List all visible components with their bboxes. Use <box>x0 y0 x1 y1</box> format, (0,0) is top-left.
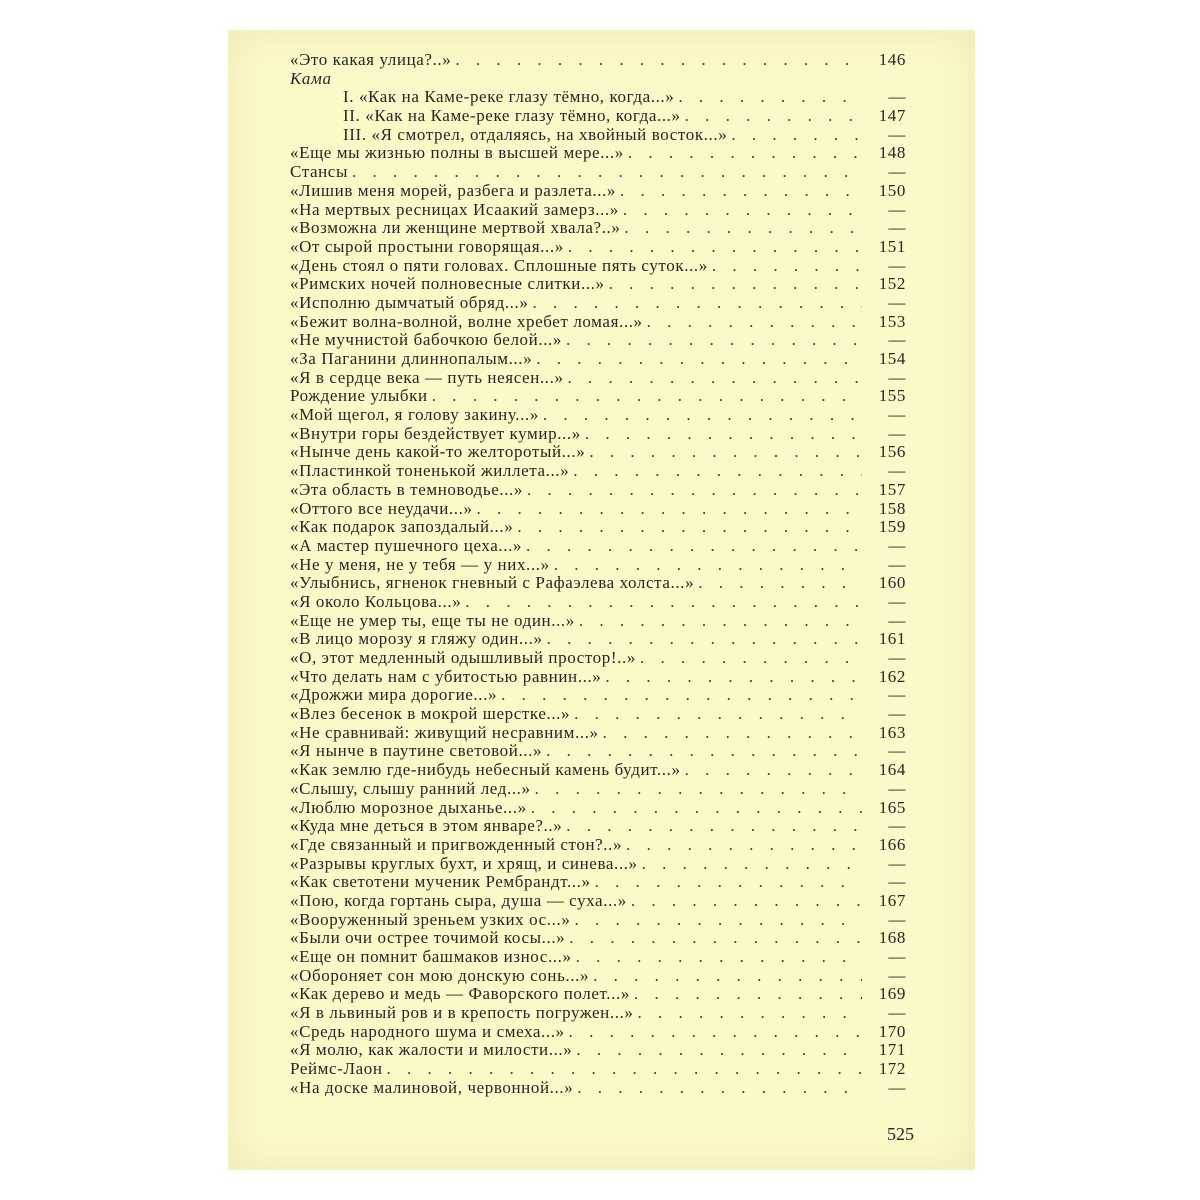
toc-entry-page: — <box>888 124 906 144</box>
toc-entry-title: «Влез бесенок в мокрой шерстке...» <box>290 704 571 724</box>
toc-entry <box>290 836 906 855</box>
dot-leader <box>634 985 862 1004</box>
toc-entry-title: I. «Как на Каме-реке глазу тёмно, когда...» <box>343 87 675 107</box>
toc-entry-title: «Я в сердце века — путь неясен...» <box>290 367 564 387</box>
toc-entry-title: «А мастер пушечного цеха...» <box>290 535 523 555</box>
toc-entry <box>290 126 906 145</box>
toc-entry-page: — <box>888 778 906 798</box>
toc-entry <box>290 462 906 481</box>
dot-leader <box>554 556 862 575</box>
toc-entry-title: «Не сравнивай: живущий несравним...» <box>290 722 599 742</box>
toc-entry-title: «Эта область в темноводье...» <box>290 479 524 499</box>
toc-entry-page: — <box>888 965 906 985</box>
toc-entry <box>290 537 906 556</box>
toc-entry-page: 160 <box>878 573 906 593</box>
dot-leader <box>573 462 862 481</box>
toc-entry-title: «В лицо морозу я гляжу один...» <box>290 629 543 649</box>
toc-entry <box>290 1079 906 1098</box>
toc-entry <box>290 761 906 780</box>
toc-entry <box>290 593 906 612</box>
dot-leader <box>605 668 862 687</box>
dot-leader <box>642 855 862 874</box>
toc-entry-page: 162 <box>878 666 906 686</box>
toc-entry <box>290 313 906 332</box>
toc-entry-page: — <box>888 741 906 761</box>
dot-leader <box>576 1041 862 1060</box>
toc-entry-title: «Я нынче в паутине световой...» <box>290 741 543 761</box>
toc-entry-page: 150 <box>878 180 906 200</box>
dot-leader <box>698 574 862 593</box>
toc-entry-page: — <box>888 610 906 630</box>
toc-entry-page: 146 <box>878 50 906 69</box>
toc-entry-page: 168 <box>878 928 906 948</box>
toc-entry-title: II. «Как на Каме-реке глазу тёмно, когда...» <box>343 106 681 126</box>
toc-entry-page: 159 <box>878 517 906 537</box>
toc-entry <box>290 257 906 276</box>
toc-entry-title: «Я молю, как жалости и милости...» <box>290 1040 573 1060</box>
toc-entry <box>290 929 906 948</box>
toc-entry-title: «Бежит волна-волной, волне хребет ломая...» <box>290 311 643 331</box>
toc-entry-page: 154 <box>878 349 906 368</box>
dot-leader <box>631 892 862 911</box>
toc-entry-page: — <box>888 816 906 836</box>
toc-entry <box>290 219 906 238</box>
toc-entry <box>290 144 906 163</box>
toc-entry-title: Стансы <box>290 162 348 182</box>
toc-entry <box>290 967 906 986</box>
toc-entry-page: — <box>888 87 906 107</box>
dot-leader <box>579 612 862 631</box>
dot-leader <box>536 350 862 369</box>
toc-entry-page: 156 <box>878 442 906 462</box>
dot-leader <box>568 369 862 388</box>
dot-leader <box>566 817 862 836</box>
toc-entry <box>290 892 906 911</box>
dot-leader <box>465 593 862 612</box>
toc-entry <box>290 70 906 89</box>
toc-entry <box>290 556 906 575</box>
toc-entry <box>290 817 906 836</box>
toc-entry <box>290 294 906 313</box>
toc-entry <box>290 369 906 388</box>
toc-entry-page: — <box>888 704 906 724</box>
page-number: 525 <box>887 1124 914 1144</box>
toc-entry-title: «Я в львиный ров и в крепость погружен...» <box>290 1003 634 1023</box>
dot-leader <box>526 537 862 556</box>
dot-leader <box>517 518 862 537</box>
dot-leader <box>531 799 862 818</box>
dot-leader <box>566 331 862 350</box>
toc-entry <box>290 855 906 874</box>
toc-entry-title: «Разрывы круглых бухт, и хрящ, и синева...» <box>290 853 638 873</box>
toc-entry-page: 161 <box>878 629 906 649</box>
dot-leader <box>593 967 862 986</box>
toc-entry-page: — <box>888 405 906 425</box>
toc-entry-title: Реймс-Лаон <box>290 1059 383 1079</box>
table-of-contents <box>290 51 906 1098</box>
toc-entry-title: «Были очи острее точимой косы...» <box>290 928 566 948</box>
toc-entry-title: «Исполню дымчатый обряд...» <box>290 292 529 312</box>
toc-entry-title: «Не у меня, не у тебя — у них...» <box>290 554 550 574</box>
toc-entry-page: 165 <box>878 797 906 817</box>
toc-entry-page: 152 <box>878 274 906 294</box>
toc-entry-title: «Возможна ли женщине мертвой хвала?..» <box>290 218 621 238</box>
dot-leader <box>647 313 862 332</box>
toc-entry-title: «Куда мне деться в этом январе?..» <box>290 816 563 836</box>
dot-leader <box>543 406 862 425</box>
dot-leader <box>569 929 862 948</box>
toc-entry <box>290 911 906 930</box>
dot-leader <box>501 686 862 705</box>
toc-entry <box>290 238 906 257</box>
toc-entry-page: — <box>888 218 906 238</box>
toc-entry <box>290 500 906 519</box>
dot-leader <box>532 294 862 313</box>
toc-entry <box>290 387 906 406</box>
toc-entry-page: — <box>888 648 906 667</box>
toc-entry-title: «Улыбнись, ягненок гневный с Рафаэлева холста...» <box>290 573 695 593</box>
toc-entry-title: «Не мучнистой бабочкою белой...» <box>290 330 562 350</box>
dot-leader <box>603 724 862 743</box>
toc-entry <box>290 406 906 425</box>
toc-entry-title: «Оттого все неудачи...» <box>290 498 473 518</box>
dot-leader <box>609 275 862 294</box>
dot-leader <box>628 144 862 163</box>
dot-leader <box>678 88 862 107</box>
dot-leader <box>535 780 862 799</box>
toc-entry-title: «Нынче день какой-то желторотый...» <box>290 442 586 462</box>
toc-entry-title: «Еще мы жизнью полны в высшей мере...» <box>290 143 624 163</box>
toc-entry-page: — <box>888 909 906 929</box>
toc-entry-page: 147 <box>878 106 906 126</box>
toc-entry-page: 167 <box>878 890 906 910</box>
toc-entry-title: «Люблю морозное дыханье...» <box>290 797 527 817</box>
toc-entry-title: «От сырой простыни говорящая...» <box>290 236 564 256</box>
toc-entry-title: «Где связанный и пригвожденный стон?..» <box>290 834 623 854</box>
toc-entry-title: III. «Я смотрел, отдаляясь, на хвойный восток...» <box>343 124 728 144</box>
dot-leader <box>640 649 862 668</box>
toc-entry-page: 158 <box>878 498 906 518</box>
toc-entry-page: 157 <box>878 479 906 499</box>
toc-entry <box>290 481 906 500</box>
toc-entry-title: «День стоял о пяти головах. Сплошные пять суток...» <box>290 255 708 275</box>
toc-entry-page: 155 <box>878 386 906 406</box>
toc-entry-page: — <box>888 872 906 892</box>
toc-entry <box>290 331 906 350</box>
toc-entry-title: «Римских ночей полновесные слитки...» <box>290 274 605 294</box>
toc-entry <box>290 1060 906 1079</box>
book-page <box>228 30 975 1170</box>
toc-entry-title: «Обороняет сон мою донскую сонь...» <box>290 965 590 985</box>
toc-entry <box>290 780 906 799</box>
toc-entry <box>290 88 906 107</box>
toc-entry-title: Рождение улыбки <box>290 386 428 406</box>
toc-entry <box>290 1023 906 1042</box>
toc-entry-title: «Средь народного шума и смеха...» <box>290 1021 565 1041</box>
toc-entry-page: — <box>888 199 906 219</box>
dot-leader <box>626 836 862 855</box>
dot-leader <box>638 1004 862 1023</box>
dot-leader <box>589 443 862 462</box>
toc-entry <box>290 705 906 724</box>
toc-entry-title: «О, этот медленный одышливый простор!..» <box>290 648 636 667</box>
dot-leader <box>625 219 862 238</box>
toc-entry <box>290 51 906 70</box>
dot-leader <box>574 705 862 724</box>
toc-entry-page: — <box>888 255 906 275</box>
toc-entry-title: «Мой щегол, я голову закину...» <box>290 405 539 425</box>
dot-leader <box>685 761 862 780</box>
toc-entry-page: — <box>888 947 906 966</box>
toc-entry-title: «Внутри горы бездействует кумир...» <box>290 423 581 443</box>
toc-entry-title: «Это какая улица?..» <box>290 50 452 69</box>
toc-entry <box>290 985 906 1004</box>
toc-entry-title: «Слышу, слышу ранний лед...» <box>290 778 531 798</box>
toc-entry-page: 153 <box>878 311 906 331</box>
dot-leader <box>712 257 862 276</box>
toc-entry-title: «Пластинкой тоненькой жиллета...» <box>290 461 570 481</box>
toc-entry-page: — <box>888 853 906 873</box>
toc-entry-title: «Дрожжи мира дорогие...» <box>290 685 498 705</box>
dot-leader <box>568 238 862 257</box>
toc-entry <box>290 1041 906 1060</box>
toc-entry-page: 166 <box>878 834 906 854</box>
toc-entry <box>290 518 906 537</box>
toc-entry-title: «На мертвых ресницах Исаакий замерз...» <box>290 199 619 219</box>
toc-entry <box>290 668 906 687</box>
dot-leader <box>685 107 862 126</box>
toc-entry-page: — <box>888 554 906 574</box>
toc-entry-page: — <box>888 461 906 481</box>
toc-entry-page: — <box>888 423 906 443</box>
toc-entry-page: 170 <box>878 1021 906 1041</box>
toc-entry <box>290 724 906 743</box>
toc-entry-page: — <box>888 292 906 312</box>
toc-entry-title: «Я около Кольцова...» <box>290 591 462 611</box>
toc-entry-page: — <box>888 591 906 611</box>
toc-entry <box>290 612 906 631</box>
toc-entry-page: — <box>888 162 906 182</box>
toc-entry-page: 151 <box>878 236 906 256</box>
dot-leader <box>577 1079 862 1098</box>
dot-leader <box>585 425 862 444</box>
toc-entry <box>290 799 906 818</box>
dot-leader <box>620 182 862 201</box>
toc-entry <box>290 1004 906 1023</box>
toc-entry-page: — <box>888 685 906 705</box>
toc-entry-page: — <box>888 535 906 555</box>
toc-entry <box>290 443 906 462</box>
toc-entry <box>290 873 906 892</box>
toc-entry-page: 148 <box>878 143 906 163</box>
toc-entry <box>290 425 906 444</box>
dot-leader <box>455 51 862 70</box>
toc-entry <box>290 948 906 967</box>
dot-leader <box>527 481 862 500</box>
toc-entry-page: — <box>888 367 906 387</box>
toc-entry <box>290 275 906 294</box>
toc-entry-title: «На доске малиновой, червонной...» <box>290 1077 574 1097</box>
toc-entry-page: — <box>888 330 906 350</box>
dot-leader <box>574 911 862 930</box>
toc-entry <box>290 201 906 220</box>
toc-entry-title: «Как подарок запоздалый...» <box>290 517 514 537</box>
dot-leader <box>352 163 862 182</box>
dot-leader <box>387 1060 862 1079</box>
toc-entry <box>290 350 906 369</box>
toc-entry <box>290 107 906 126</box>
toc-entry <box>290 686 906 705</box>
toc-entry-title: «Как землю где-нибудь небесный камень будит...» <box>290 760 681 780</box>
toc-entry-title: «За Паганини длиннопалым...» <box>290 349 533 368</box>
toc-entry-page: 163 <box>878 722 906 742</box>
dot-leader <box>576 948 862 967</box>
dot-leader <box>569 1023 862 1042</box>
toc-entry-page: 171 <box>878 1040 906 1060</box>
dot-leader <box>546 742 862 761</box>
dot-leader <box>547 630 862 649</box>
toc-entry-title: «Еще он помнит башмаков износ...» <box>290 947 572 966</box>
toc-entry-title: «Что делать нам с убитостью равнин...» <box>290 666 602 686</box>
toc-entry-page: 164 <box>878 760 906 780</box>
dot-leader <box>731 126 862 145</box>
dot-leader <box>595 873 862 892</box>
dot-leader <box>432 387 862 406</box>
toc-entry <box>290 574 906 593</box>
toc-entry <box>290 163 906 182</box>
toc-entry-title: «Лишив меня морей, разбега и разлета...» <box>290 180 617 200</box>
dot-leader <box>477 500 862 519</box>
toc-entry-page: — <box>888 1003 906 1023</box>
toc-entry <box>290 630 906 649</box>
toc-entry-title: Кама <box>290 68 332 88</box>
toc-entry <box>290 742 906 761</box>
toc-entry-title: «Еще не умер ты, еще ты не один...» <box>290 610 575 630</box>
toc-entry-page: — <box>888 1077 906 1097</box>
toc-entry-page: 172 <box>878 1059 906 1079</box>
toc-entry <box>290 649 906 668</box>
dot-leader <box>623 201 862 220</box>
toc-entry-page: 169 <box>878 984 906 1004</box>
toc-entry-title: «Как дерево и медь — Фаворского полет...» <box>290 984 630 1004</box>
toc-entry-title: «Вооруженный зреньем узких ос...» <box>290 909 571 929</box>
toc-entry-title: «Как светотени мученик Рембрандт...» <box>290 872 591 892</box>
toc-entry-title: «Пою, когда гортань сыра, душа — суха...» <box>290 890 627 910</box>
toc-entry <box>290 182 906 201</box>
